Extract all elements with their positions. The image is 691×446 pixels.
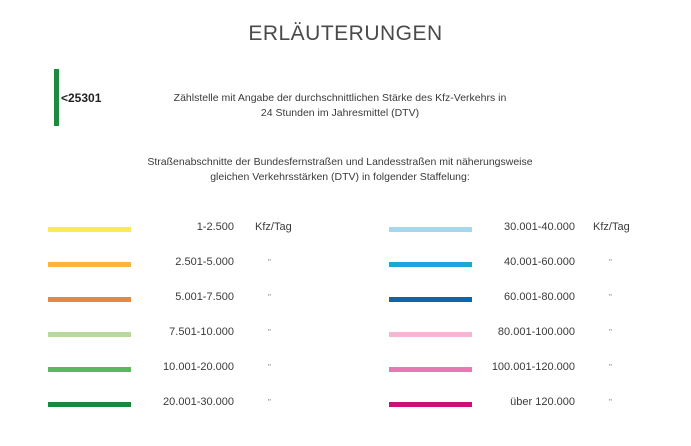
- counting-station-description: [140, 91, 540, 121]
- legend-row: [0, 394, 691, 414]
- legend-ditto-mark: ": [609, 258, 612, 267]
- road-section-description-line1: Straßenabschnitte der Bundesfernstraßen und Landesstraßen mit näherungsweise: [147, 156, 533, 168]
- legend-range-label: 30.001-40.000: [504, 221, 575, 233]
- legend-range-label: 2.501-5.000: [175, 256, 234, 268]
- legend-row: [0, 219, 691, 239]
- road-section-description-line2: gleichen Verkehrsstärken (DTV) in folgender Staffelung:: [210, 171, 470, 183]
- legend-row: [0, 359, 691, 379]
- legend-ditto-mark: ": [268, 398, 271, 407]
- counting-station-marker: [54, 69, 59, 126]
- legend-ditto-mark: ": [609, 293, 612, 302]
- legend-unit-label: Kfz/Tag: [255, 221, 292, 233]
- legend-range-label: 5.001-7.500: [175, 291, 234, 303]
- legend-range-label: 40.001-60.000: [504, 256, 575, 268]
- legend-range-label: 10.001-20.000: [163, 361, 234, 373]
- counting-station-value: <25301: [61, 91, 102, 105]
- counting-station-description-line2: 24 Stunden im Jahresmittel (DTV): [260, 107, 420, 119]
- legend-row: [0, 324, 691, 344]
- legend-ditto-mark: ": [268, 293, 271, 302]
- legend-ditto-mark: ": [268, 363, 271, 372]
- legend-range-label: 100.001-120.000: [491, 361, 575, 373]
- legend-title: ERLÄUTERUNGEN: [248, 22, 443, 45]
- legend-ditto-mark: ": [609, 398, 612, 407]
- legend-ditto-mark: ": [268, 258, 271, 267]
- legend-range-label: über 120.000: [510, 396, 575, 408]
- legend-row: [0, 254, 691, 274]
- road-section-description: [90, 155, 590, 185]
- counting-station-description-line1: Zählstelle mit Angabe der durchschnittlichen Stärke des Kfz-Verkehrs in: [173, 92, 507, 104]
- legend-range-label: 20.001-30.000: [163, 396, 234, 408]
- legend-row: [0, 289, 691, 309]
- legend-range-label: 7.501-10.000: [169, 326, 234, 338]
- legend-unit-label: Kfz/Tag: [593, 221, 630, 233]
- legend-range-label: 60.001-80.000: [504, 291, 575, 303]
- legend-ditto-mark: ": [609, 328, 612, 337]
- legend-ditto-mark: ": [268, 328, 271, 337]
- legend-ditto-mark: ": [609, 363, 612, 372]
- legend-range-label: 1-2.500: [196, 221, 234, 233]
- legend-range-label: 80.001-100.000: [497, 326, 575, 338]
